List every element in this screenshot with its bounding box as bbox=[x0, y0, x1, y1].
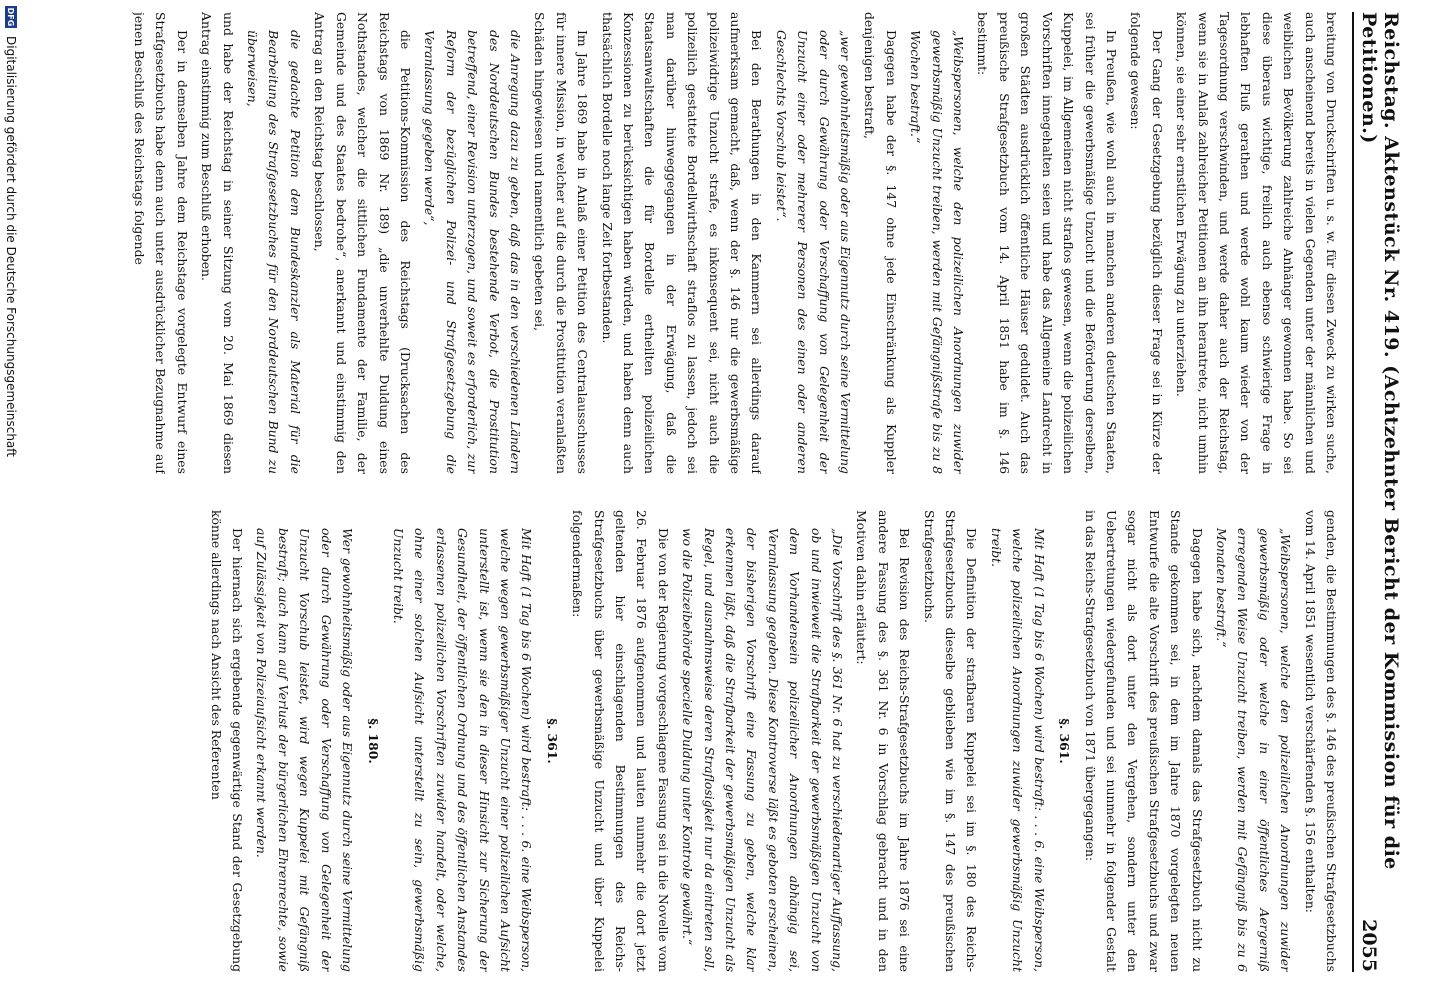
right-column bbox=[0, 510, 1342, 972]
paragraph: Im Jahre 1869 habe in Anlaß einer Petition des Centralausschusses für innere Mission, in welcher auf die durch die Prostitution veranlaßten Schäden hingewiesen und namentlich gebeten sei, bbox=[532, 12, 591, 474]
paragraph: Bei den Berathungen in den Kammern sei allerdings darauf aufmerksam gemacht, daß, wenn der §. 146 nur die gewerbsmäßige polizeiwidrige Unzucht strafe, es inkonsequent sei, nicht auch die polizeilich gestattete Bordellwirthschaft straflos zu lassen, jedoch sei man darüber hinweggegangen in der Erwägung, daß die Staatsanwaltschaften die für Bordelle ertheilten polizeilichen Konzessionen zu berücksichtigen haben würden, und haben denn auch thatsächlich Bordelle noch lange Zeit fortbestanden. bbox=[599, 12, 765, 474]
paragraph: Dagegen habe der §. 147 ohne jede Einschränkung als Kuppler denjenigen bestraft, bbox=[862, 12, 899, 474]
quoted-paragraph: „Die Vorschrift des §. 361 Nr. 6 hat zu verschiedenartiger Auffassung, ob und inwieweit die Strafbarkeit der gewerbsmäßigen Unzucht von dem Vorhandensein polizeilicher Anordnungen abhängig sei, Veranlassung gegeben. Diese Kontroverse läßt es geboten erscheinen, der bisherigen Vorschrift eine Fassung zu geben, welche klar erkennen läßt, daß die Strafbarkeit der gewerbsmäßigen Unzucht als Regel, und ausnahmsweise deren Straflosigkeit nur da eintreten soll, wo die Polizeibehörde specielle Duldung unter Kontrole gewährt.“ bbox=[680, 528, 846, 972]
quoted-paragraph: „Weibspersonen, welche den polizeilichen Anordnungen zuwider gewerbsmäßig oder welche in einer öffentliches Aergerniß erregenden Weise Unzucht treiben, werden mit Gefängniß bis zu 6 Monaten bestraft.“ bbox=[1213, 528, 1294, 972]
quoted-paragraph: die gedachte Petition dem Bundeskanzler als Material für die Bearbeitung des Strafgesetzbuches für den Norddeutschen Bund zu überweisen, bbox=[245, 30, 303, 474]
paragraph: und habe der Reichstag in seiner Sitzung vom 20. Mai 1869 diesen Antrag einstimmig zum Beschluß erhoben. bbox=[199, 12, 236, 474]
paragraph: Der hiernach sich ergebende gegenwärtige Stand der Gesetzgebung könne allerdings nach Ansicht des Referenten bbox=[208, 510, 246, 972]
dfg-logo: DFG bbox=[6, 7, 16, 27]
page-header bbox=[1352, 12, 1402, 972]
paragraph: Die von der Regierung vorgeschlagene Fassung sei in die Novelle vom 26. Februar 1876 aufgenommen und lauten nunmehr die dort jetzt geltenden hier einschlagenden Bestimmungen des Reichs-Strafgesetzbuchs über gewerbsmäßige Unzucht und über Kuppelei folgendermaßen: bbox=[570, 510, 671, 972]
digitization-footer bbox=[0, 0, 22, 1000]
quoted-paragraph: die Anregung dazu zu geben, daß das in den verschiedenen Ländern des Norddeutschen Bundes bestehende Verbot, die Prostitution betreffend, einer Revision unterzogen, und soweit es erforderlich, zur Reform der bezüglichen Polizei- und Strafgesetzgebung die Veranlassung gegeben werde“, bbox=[422, 30, 523, 474]
paragraph: Bei Revision des Reichs-Strafgesetzbuchs im Jahre 1876 sei eine andere Fassung des §. 361 Nr. 6 in Vorschlag gebracht und in den Motiven dahin erläutert: bbox=[854, 510, 913, 972]
digitization-credit: Digitalisierung gefördert durch die Deutsche Forschungsgemeinschaft bbox=[4, 36, 18, 458]
paragraph: In Preußen, wie wohl auch in manchen anderen deutschen Staaten, sei früher die gewerbsmäßige Unzucht und die Beförderung derselben, Kuppelei, im Allgemeinen nicht straflos gewesen, wenn die polizeilichen Vorschriften innegehalten seien und habe das Allgemeine Landrecht in großen Städten ausdrücklich öffentliche Häuser geduldet. Auch das preußische Strafgesetzbuch vom 14. April 1851 habe im §. 146 bestimmt: bbox=[975, 12, 1119, 474]
page-number: 2055 bbox=[1358, 919, 1380, 972]
section-heading: §. 361. bbox=[544, 718, 560, 764]
section-heading: §. 180. bbox=[365, 718, 381, 764]
quoted-paragraph: „Weibspersonen, welche den polizeilichen Anordnungen zuwider gewerbsmäßig Unzucht treiben, werden mit Gefängnißstrafe bis zu 8 Wochen bestraft.“ bbox=[908, 30, 967, 474]
paragraph: genden, die Bestimmungen des §. 146 des preußischen Strafgesetzbuchs vom 14. April 1851 wesentlich verschärfenden §. 156 enthalten: bbox=[1302, 510, 1339, 972]
quoted-paragraph: Mit Haft (1 Tag bis 6 Wochen) wird bestraft: . . . 6. eine Weibsperson, welche polizeilichen Anordnungen zuwider gewerbsmäßig Unzucht treibt. bbox=[988, 528, 1047, 972]
paragraph: Die Definition der strafbaren Kuppelei sei im §. 180 des Reichs-Strafgesetzbuchs dieselbe geblieben wie im §. 147 des preußischen Strafgesetzbuchs. bbox=[921, 510, 980, 972]
paragraph: die Petitions-Kommission des Reichstags (Drucksachen des Reichstags von 1869 Nr. 189) „die unverhehlte Duldung eines Nothstandes, welcher die sittlichen Fundamente der Familie, der Gemeinde und des Staates bedrohe“, anerkannt und einstimmig den Antrag an den Reichstag beschlossen, bbox=[312, 12, 413, 474]
paragraph: breitung von Druckschriften u. s. w. für diesen Zweck zu wirken suche, auch anscheinend bereits in vielen Gegenden unter der männlichen und weiblichen Bevölkerung zahlreiche Anhänger gewonnen habe. So sei diese überaus wichtige, freilich auch ebenso schwierige Frage in lebhaften Fluß gerathen und werde wohl kaum wieder von der Tagesordnung verschwinden, und werde daher auch der Reichstag, wenn sie in Anlaß zahlreicher Petitionen an ihn herantrete, nicht umhin können, sie einer sehr ernstlichen Erwägung zu unterziehen. bbox=[1174, 12, 1339, 474]
paragraph: Dagegen habe sich, nachdem damals das Strafgesetzbuch nicht zu Stande gekommen sei, in dem im Jahre 1870 vorgelegten neuen Entwurfe die alte Vorschrift des preußischen Strafgesetzbuchs und zwar sogar nicht als dort unter den Vergehen, sondern unter den Uebertretungen wiedergefunden und sei nunmehr in folgender Gestalt in das Reichs-Strafgesetzbuch von 1871 übergegangen: bbox=[1082, 510, 1205, 972]
section-heading: §. 361. bbox=[1057, 718, 1073, 764]
running-title: Reichstag. Aktenstück Nr. 419. (Achtzehnter Bericht der Kommission für die Petitionen.) bbox=[1358, 12, 1402, 870]
quoted-paragraph: „wer gewohnheitsmäßig oder aus Eigennutz durch seine Vermittelung oder durch Gewährung oder Verschaffung von Gelegenheit der Unzucht einer oder mehrerer Personen des einen oder anderen Geschlechts Vorschub leistet“. bbox=[773, 30, 854, 474]
quoted-paragraph: Wer gewohnheitsmäßig oder aus Eigennutz durch seine Vermittelung oder durch Gewährung oder Verschaffung von Gelegenheit der Unzucht Vorschub leistet, wird wegen Kuppelei mit Gefängniß bestraft; auch kann auf Verlust der bürgerlichen Ehrenrechte, sowie auf Zulässigkeit von Polizeiaufsicht erkannt werden. bbox=[254, 528, 356, 972]
quoted-paragraph: Mit Haft (1 Tag bis 6 Wochen) wird bestraft: . . . 6. eine Weibsperson, welche wegen gewerbsmäßiger Unzucht einer polizeilichen Aufsicht unterstellt ist, wenn sie den in dieser Hinsicht zur Sicherung der Gesundheit, der öffentlichen Ordnung und des öffentlichen Anstandes erlassenen polizeilichen Vorschriften zuwider handelt, oder welche, ohne einer solchen Aufsicht unterstellt zu sein, gewerbsmäßig Unzucht treibt. bbox=[390, 528, 535, 972]
paragraph: Der Gang der Gesetzgebung bezüglich dieser Frage sei in Kürze der folgende gewesen: bbox=[1128, 12, 1165, 474]
left-column bbox=[0, 12, 1342, 474]
paragraph: Der in demselben Jahre dem Reichstage vorgelegte Entwurf eines Strafgesetzbuchs habe denn auch unter ausdrücklicher Bezugnahme auf jenen Beschluß des Reichstags folgende bbox=[132, 12, 190, 474]
